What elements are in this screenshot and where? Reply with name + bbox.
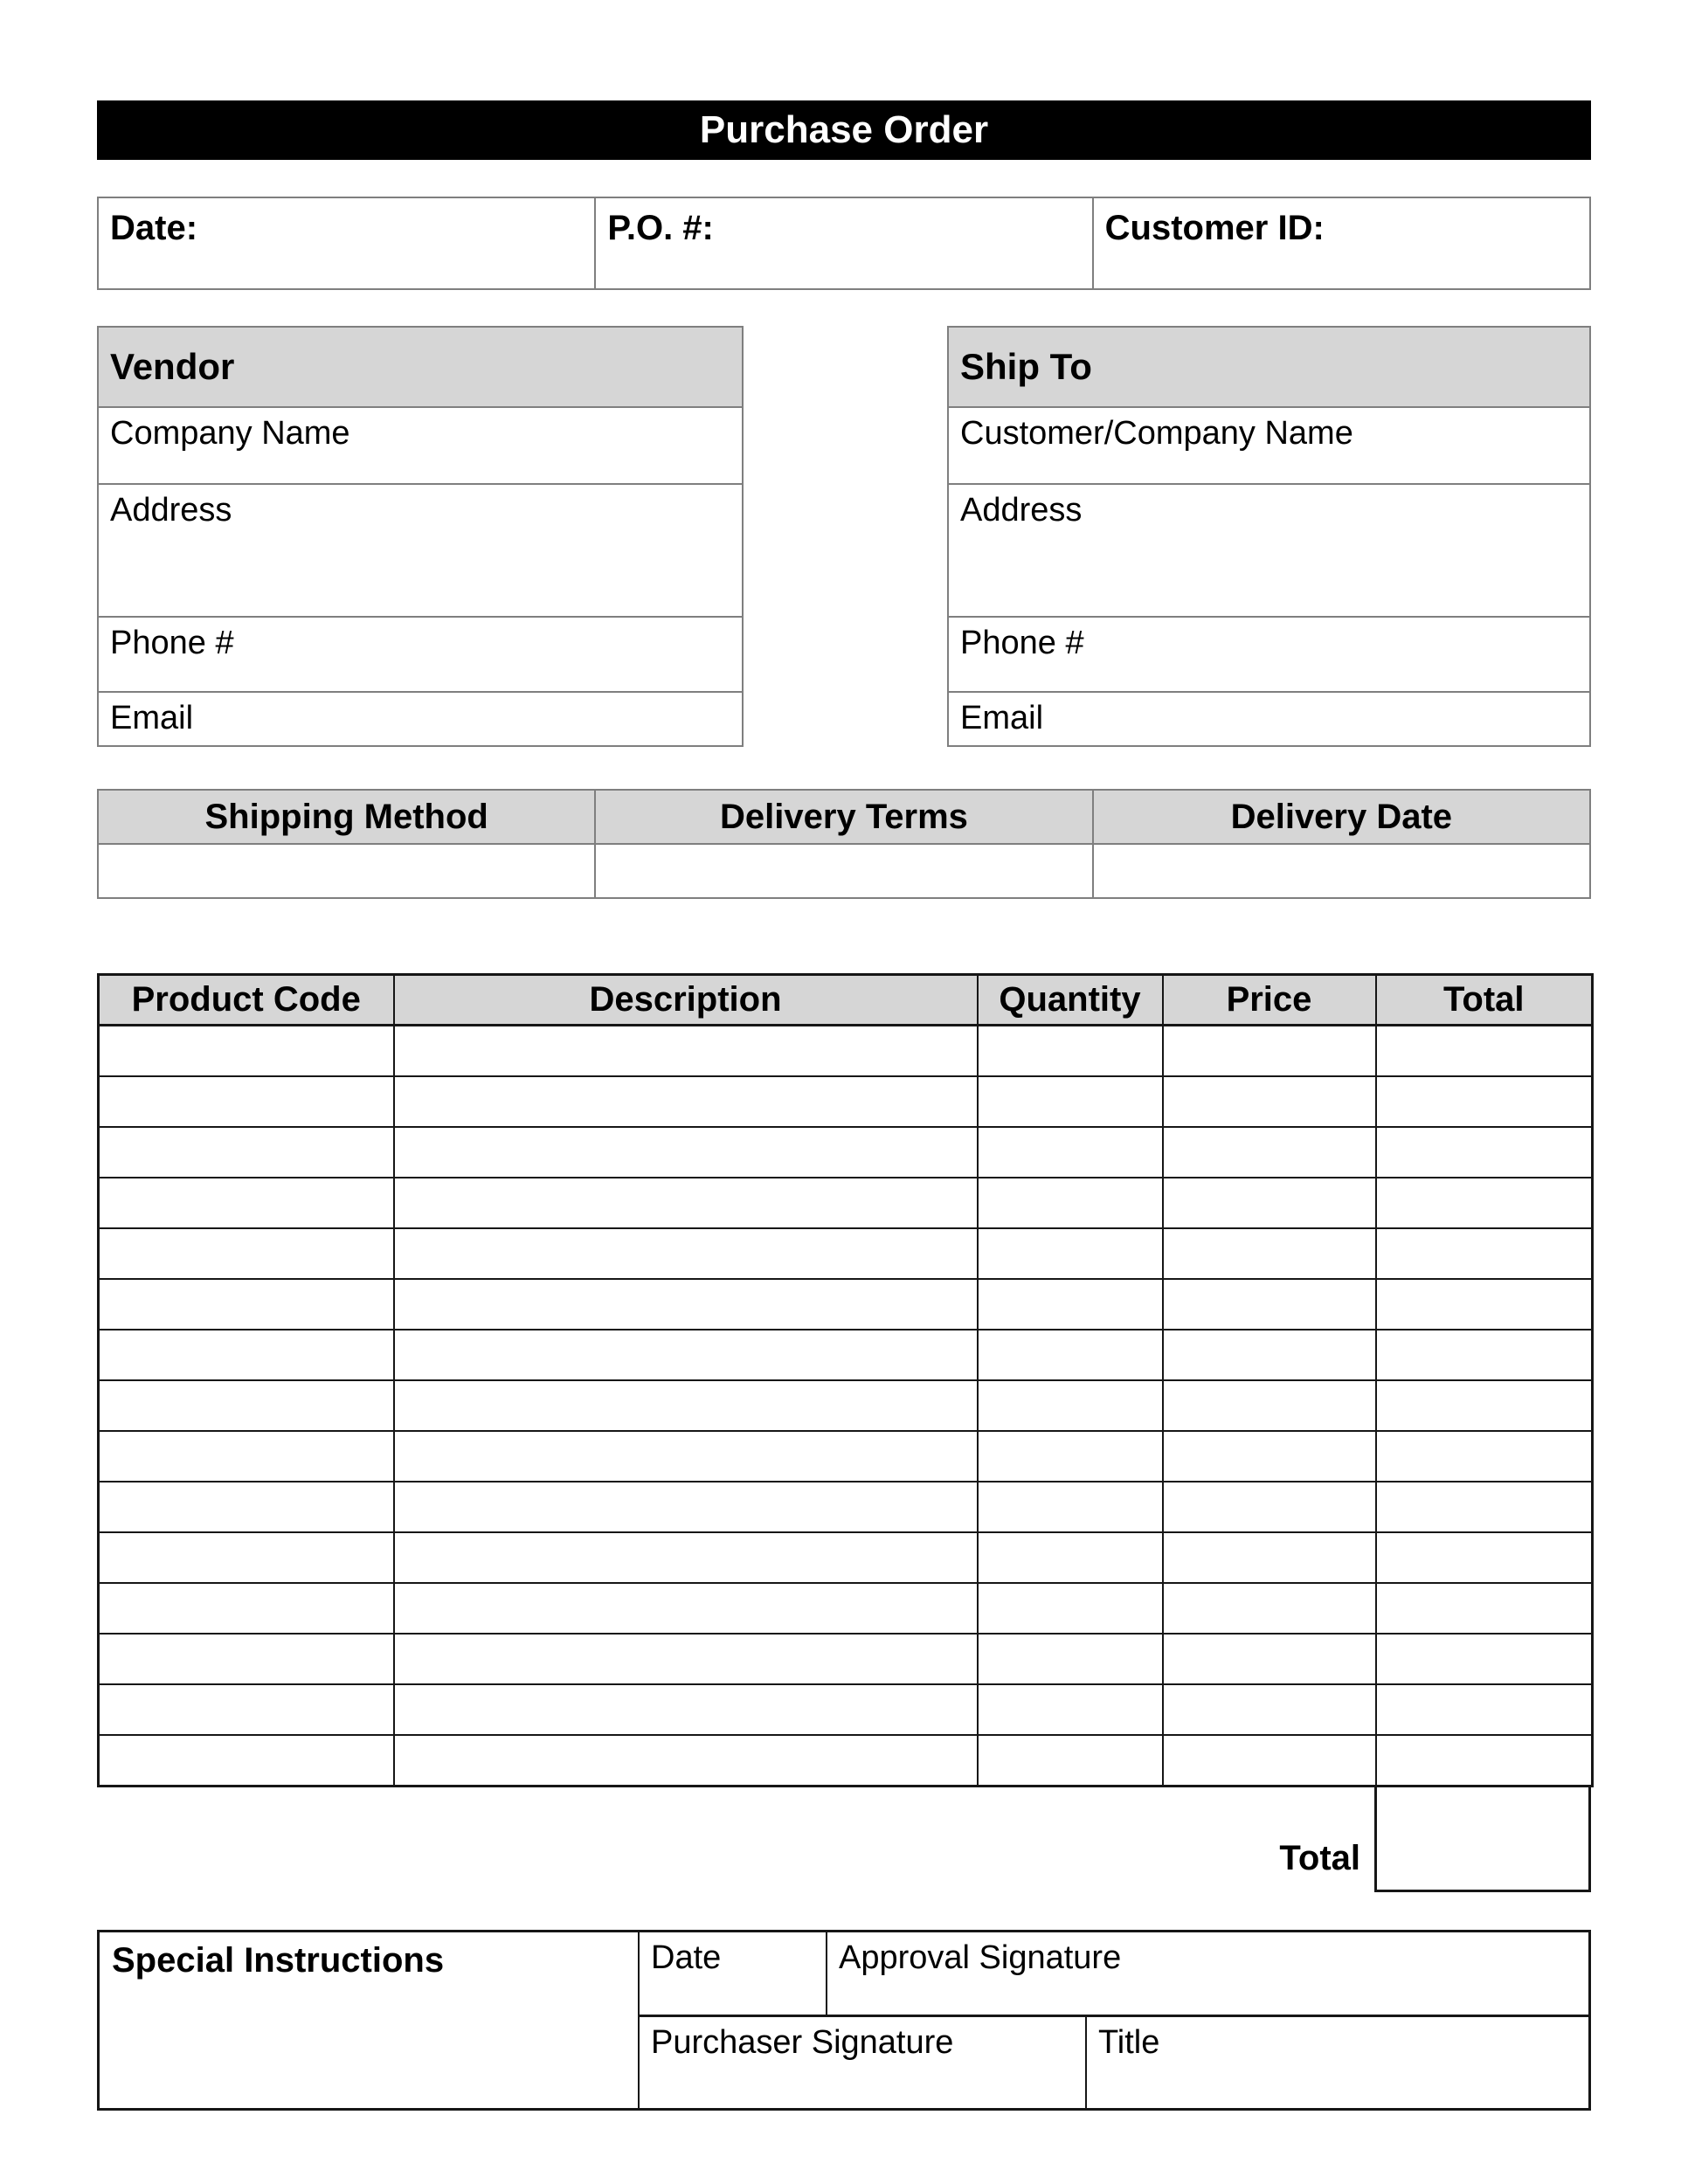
- product-cell[interactable]: [978, 1735, 1163, 1787]
- product-cell[interactable]: [978, 1228, 1163, 1279]
- product-cell[interactable]: [99, 1634, 394, 1684]
- product-row: [99, 1532, 1593, 1583]
- product-cell[interactable]: [394, 1380, 978, 1431]
- date-field[interactable]: [99, 198, 594, 288]
- product-cell[interactable]: [1376, 1330, 1593, 1380]
- product-cell[interactable]: [978, 1482, 1163, 1532]
- product-cell[interactable]: [394, 1634, 978, 1684]
- grand-total-row: [97, 1787, 1591, 1892]
- vendor-header: Vendor: [99, 328, 742, 406]
- product-cell[interactable]: [1163, 1482, 1376, 1532]
- product-cell[interactable]: [99, 1735, 394, 1787]
- product-row: [99, 1279, 1593, 1330]
- product-cell[interactable]: [1163, 1330, 1376, 1380]
- product-cell[interactable]: [394, 1279, 978, 1330]
- product-cell[interactable]: [99, 1380, 394, 1431]
- product-header-row: [99, 975, 1593, 1026]
- purchaser-signature-label: Purchaser Signature: [651, 2024, 954, 2061]
- product-cell[interactable]: [978, 1127, 1163, 1178]
- ship-to-company-name-label: Customer/Company Name: [960, 415, 1353, 452]
- product-cell[interactable]: [1376, 1583, 1593, 1634]
- ship-to-box: [947, 326, 1591, 747]
- product-cell[interactable]: [1163, 1380, 1376, 1431]
- ship-to-email-label: Email: [960, 700, 1044, 736]
- approval-bottom-row: [640, 2017, 1588, 2108]
- product-row: [99, 1583, 1593, 1634]
- form-content: [97, 0, 1591, 2111]
- product-cell[interactable]: [1163, 1279, 1376, 1330]
- ship-to-email-field[interactable]: [949, 691, 1589, 745]
- date-label: Date:: [110, 209, 198, 247]
- product-cell[interactable]: [1163, 1634, 1376, 1684]
- product-cell[interactable]: [1376, 1279, 1593, 1330]
- product-cell[interactable]: [978, 1026, 1163, 1077]
- product-row: [99, 1330, 1593, 1380]
- product-cell[interactable]: [1376, 1076, 1593, 1127]
- product-cell[interactable]: [1376, 1431, 1593, 1482]
- po-number-field[interactable]: [594, 198, 1091, 288]
- product-cell[interactable]: [99, 1026, 394, 1077]
- vendor-phone-label: Phone #: [110, 625, 234, 661]
- approval-signature-label: Approval Signature: [839, 1939, 1122, 1976]
- product-cell[interactable]: [1163, 1532, 1376, 1583]
- product-cell[interactable]: [394, 1330, 978, 1380]
- product-table-body: [99, 1026, 1593, 1787]
- delivery-date-header: Delivery Date: [1092, 791, 1589, 843]
- vendor-email-label: Email: [110, 700, 194, 736]
- description-header: Description: [394, 975, 978, 1026]
- shipping-value-row: [99, 843, 1589, 897]
- vendor-phone-field[interactable]: [99, 616, 742, 691]
- product-cell[interactable]: [1376, 1228, 1593, 1279]
- product-cell[interactable]: [394, 1684, 978, 1735]
- product-cell[interactable]: [394, 1482, 978, 1532]
- product-cell[interactable]: [1163, 1431, 1376, 1482]
- product-cell[interactable]: [978, 1380, 1163, 1431]
- product-cell[interactable]: [394, 1076, 978, 1127]
- product-row: [99, 1178, 1593, 1228]
- product-row: [99, 1684, 1593, 1735]
- ship-to-phone-label: Phone #: [960, 625, 1084, 661]
- product-cell[interactable]: [99, 1532, 394, 1583]
- special-instructions-label: Special Instructions: [112, 1941, 445, 1980]
- grand-total-label: Total: [1279, 1839, 1360, 1877]
- delivery-date-value[interactable]: [1092, 843, 1589, 897]
- product-table-head: [99, 975, 1593, 1026]
- product-cell[interactable]: [1163, 1228, 1376, 1279]
- product-cell[interactable]: [99, 1178, 394, 1228]
- vendor-address-field[interactable]: [99, 483, 742, 616]
- vendor-box: [97, 326, 744, 747]
- vendor-company-name-field[interactable]: [99, 406, 742, 483]
- product-cell[interactable]: [978, 1684, 1163, 1735]
- title-field[interactable]: [1087, 2017, 1588, 2108]
- product-cell[interactable]: [394, 1532, 978, 1583]
- product-cell[interactable]: [394, 1026, 978, 1077]
- ship-to-header: Ship To: [949, 328, 1589, 406]
- product-row: [99, 1127, 1593, 1178]
- product-cell[interactable]: [978, 1076, 1163, 1127]
- product-cell[interactable]: [1376, 1735, 1593, 1787]
- parties-section: [97, 326, 1591, 747]
- approval-date-label: Date: [651, 1939, 722, 1976]
- approval-signature-field[interactable]: [827, 1932, 1588, 2015]
- ship-to-address-label: Address: [960, 492, 1083, 529]
- product-cell[interactable]: [1376, 1482, 1593, 1532]
- product-cell[interactable]: [978, 1583, 1163, 1634]
- approval-right-section: [640, 1932, 1588, 2108]
- product-cell[interactable]: [1376, 1684, 1593, 1735]
- page-title: Purchase Order: [97, 100, 1591, 160]
- product-cell[interactable]: [99, 1482, 394, 1532]
- product-cell[interactable]: [1376, 1634, 1593, 1684]
- title-label: Title: [1098, 2024, 1160, 2061]
- shipping-method-header: Shipping Method: [99, 791, 594, 843]
- purchaser-signature-field[interactable]: [640, 2017, 1087, 2108]
- product-code-header: Product Code: [99, 975, 394, 1026]
- product-cell[interactable]: [978, 1532, 1163, 1583]
- delivery-terms-value[interactable]: [594, 843, 1091, 897]
- vendor-email-field[interactable]: [99, 691, 742, 745]
- product-cell[interactable]: [99, 1228, 394, 1279]
- customer-id-field[interactable]: [1092, 198, 1589, 288]
- product-cell[interactable]: [978, 1178, 1163, 1228]
- product-cell[interactable]: [978, 1431, 1163, 1482]
- product-cell[interactable]: [99, 1127, 394, 1178]
- approval-date-field[interactable]: [640, 1932, 827, 2015]
- product-row: [99, 1228, 1593, 1279]
- product-cell[interactable]: [1163, 1735, 1376, 1787]
- order-info-row: [97, 197, 1591, 290]
- product-cell[interactable]: [99, 1279, 394, 1330]
- grand-total-value[interactable]: [1374, 1787, 1591, 1892]
- vendor-company-name-label: Company Name: [110, 415, 350, 452]
- product-cell[interactable]: [99, 1583, 394, 1634]
- delivery-terms-header: Delivery Terms: [594, 791, 1091, 843]
- product-cell[interactable]: [1376, 1532, 1593, 1583]
- product-cell[interactable]: [394, 1228, 978, 1279]
- product-cell[interactable]: [394, 1127, 978, 1178]
- po-number-label: P.O. #:: [607, 209, 714, 247]
- ship-to-company-name-field[interactable]: [949, 406, 1589, 483]
- product-cell[interactable]: [99, 1076, 394, 1127]
- product-cell[interactable]: [1376, 1380, 1593, 1431]
- product-cell[interactable]: [1163, 1026, 1376, 1077]
- product-row: [99, 1482, 1593, 1532]
- product-cell[interactable]: [99, 1684, 394, 1735]
- product-cell[interactable]: [99, 1431, 394, 1482]
- product-cell[interactable]: [1376, 1026, 1593, 1077]
- product-cell[interactable]: [1163, 1583, 1376, 1634]
- shipping-method-value[interactable]: [99, 843, 594, 897]
- ship-to-address-field[interactable]: [949, 483, 1589, 616]
- product-row: [99, 1380, 1593, 1431]
- product-cell[interactable]: [978, 1634, 1163, 1684]
- product-cell[interactable]: [978, 1330, 1163, 1380]
- special-instructions-field[interactable]: [100, 1932, 640, 2108]
- product-row: [99, 1634, 1593, 1684]
- product-row: [99, 1431, 1593, 1482]
- product-cell[interactable]: [1163, 1076, 1376, 1127]
- approval-section: [97, 1930, 1591, 2111]
- quantity-header: Quantity: [978, 975, 1163, 1026]
- shipping-table: [97, 789, 1591, 899]
- product-table: [97, 973, 1594, 1787]
- product-cell[interactable]: [394, 1178, 978, 1228]
- product-row: [99, 1735, 1593, 1787]
- product-cell[interactable]: [1376, 1127, 1593, 1178]
- product-cell[interactable]: [394, 1431, 978, 1482]
- ship-to-phone-field[interactable]: [949, 616, 1589, 691]
- product-cell[interactable]: [978, 1279, 1163, 1330]
- shipping-header-row: [99, 791, 1589, 843]
- customer-id-label: Customer ID:: [1104, 209, 1325, 247]
- product-cell[interactable]: [1376, 1178, 1593, 1228]
- product-row: [99, 1076, 1593, 1127]
- product-cell[interactable]: [1163, 1127, 1376, 1178]
- product-cell[interactable]: [1163, 1178, 1376, 1228]
- vendor-address-label: Address: [110, 492, 232, 529]
- price-header: Price: [1163, 975, 1376, 1026]
- total-header: Total: [1376, 975, 1593, 1026]
- product-row: [99, 1026, 1593, 1077]
- product-cell[interactable]: [99, 1330, 394, 1380]
- product-cell[interactable]: [394, 1583, 978, 1634]
- product-cell[interactable]: [1163, 1684, 1376, 1735]
- product-cell[interactable]: [394, 1735, 978, 1787]
- approval-top-row: [640, 1932, 1588, 2017]
